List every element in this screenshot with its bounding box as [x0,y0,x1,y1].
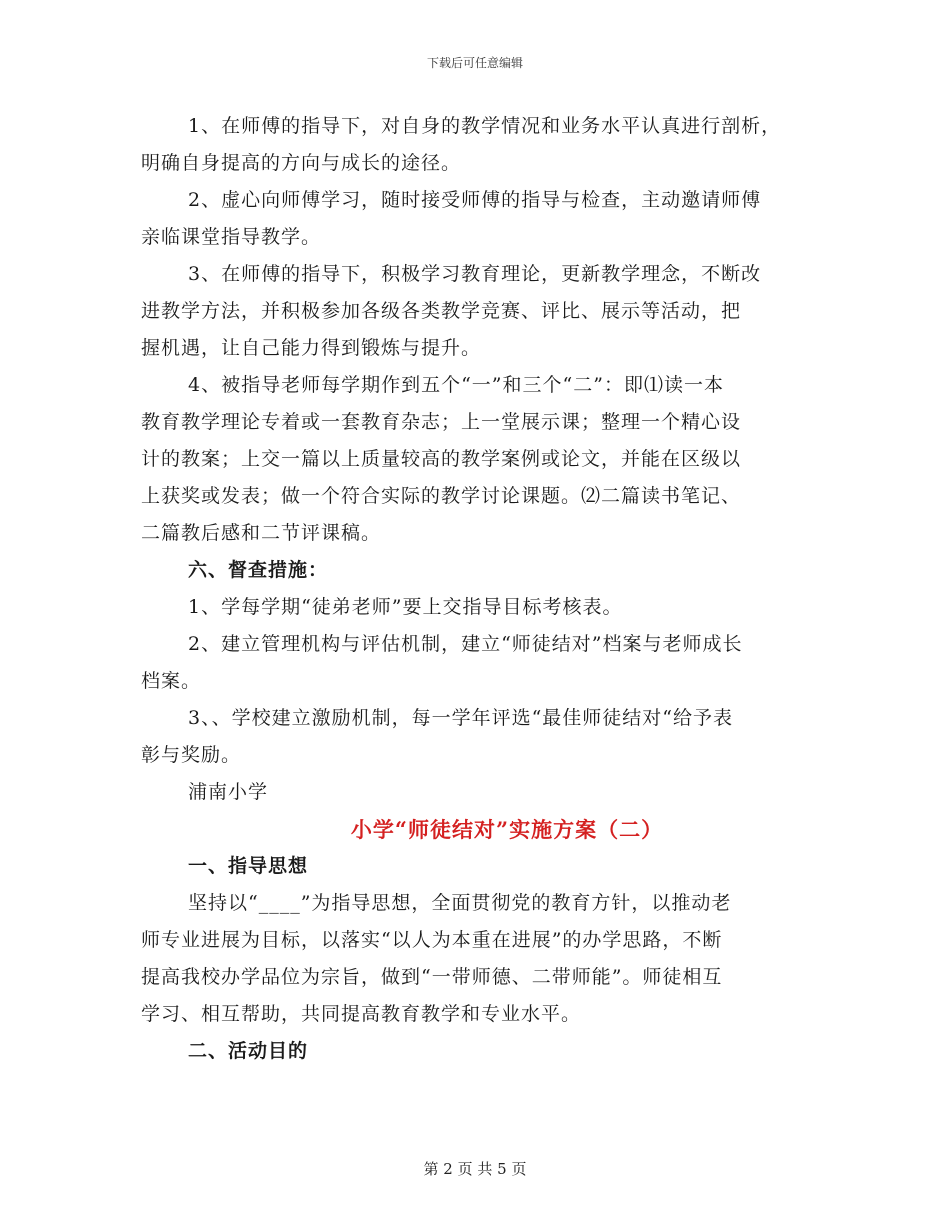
paragraph-line: 二篇教后感和二节评课稿。 [141,522,382,544]
paragraph-line: 明确自身提高的方向与成长的途径。 [141,152,462,174]
paragraph-line: 4、被指导老师每学期作到五个“一”和三个“二”：即⑴读一本 [188,374,724,396]
section-heading-activity-purpose: 二、活动目的 [188,1040,309,1062]
paragraph-line: 坚持以“____”为指导思想，全面贯彻党的教育方针，以推动老 [188,892,732,914]
paragraph-line: 师专业进展为目标，以落实“以人为本重在进展”的办学思路，不断 [141,929,723,951]
paragraph-line: 3、在师傅的指导下，积极学习教育理论，更新教学理念，不断改 [188,263,762,285]
paragraph-line: 计的教案；上交一篇以上质量较高的教学案例或论文，并能在区级以 [141,448,742,470]
paragraph-line: 教育教学理论专着或一套教育杂志；上一堂展示课；整理一个精心设 [141,411,742,433]
paragraph-line: 提高我校办学品位为宗旨，做到“一带师德、二带师能”。师徒相互 [141,966,723,988]
page-header: 下载后可任意编辑 [426,56,523,70]
paragraph-line: 学习、相互帮助，共同提高教育教学和专业水平。 [141,1003,582,1025]
school-signature: 浦南小学 [188,781,269,803]
paragraph-line: 上获奖或发表；做一个符合实际的教学讨论课题。⑵二篇读书笔记、 [141,485,742,507]
paragraph-line: 2、建立管理机构与评估机制，建立“师徒结对”档案与老师成长 [188,633,743,655]
paragraph-line: 2、虚心向师傅学习，随时接受师傅的指导与检查，主动邀请师傅 [188,189,762,211]
paragraph-line: 彰与奖励。 [141,744,242,766]
paragraph-line: 档案。 [141,670,202,692]
paragraph-line: 3、、学校建立激励机制，每一学年评选“最佳师徒结对“给予表 [188,707,734,729]
page-footer: 第 2 页 共 5 页 [423,1160,527,1178]
paragraph-line: 握机遇，让自己能力得到锻炼与提升。 [141,337,482,359]
paragraph-line: 1、学每学期“徒弟老师”要上交指导目标考核表。 [188,596,623,618]
paragraph-line: 1、在师傅的指导下，对自身的教学情况和业务水平认真进行剖析， [188,115,782,137]
paragraph-line: 亲临课堂指导教学。 [141,226,322,248]
document-title: 小学“师徒结对”实施方案（二） [350,817,664,842]
document-body [141,108,813,1070]
section-heading-guiding-ideology: 一、指导思想 [188,855,309,877]
section-heading-supervision: 六、督查措施： [188,559,329,581]
paragraph-line: 进教学方法，并积极参加各级各类教学竞赛、评比、展示等活动，把 [141,300,742,322]
